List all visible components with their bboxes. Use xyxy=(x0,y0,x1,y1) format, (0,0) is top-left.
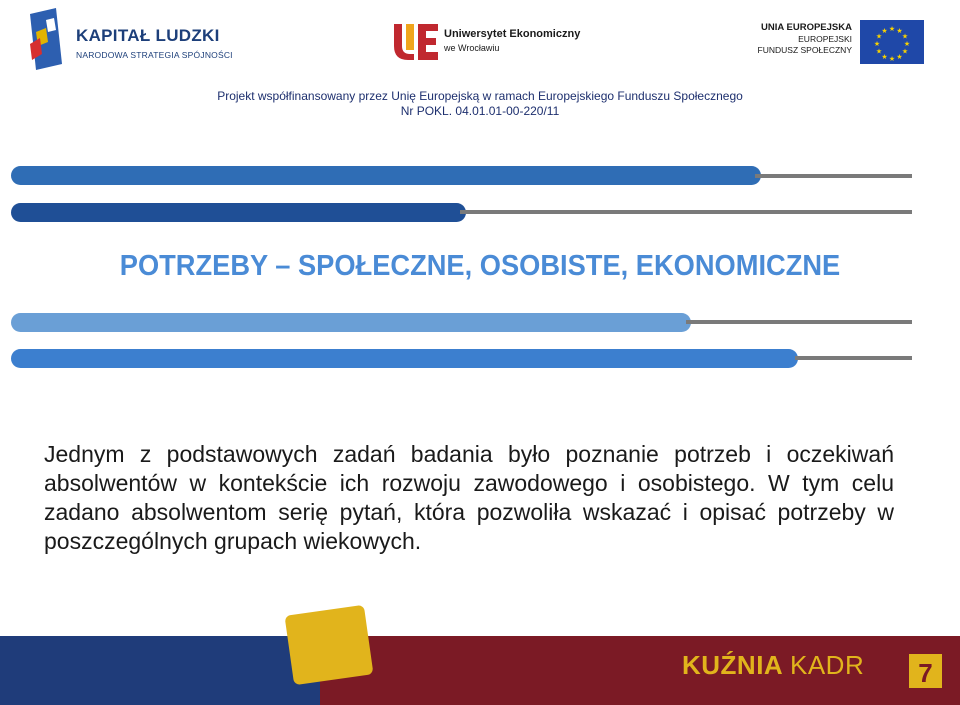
svg-text:★: ★ xyxy=(875,32,883,41)
svg-text:★: ★ xyxy=(873,40,881,48)
eu-line3: FUNDUSZ SPOŁECZNY xyxy=(757,45,852,55)
brand-light: KADR xyxy=(789,650,865,680)
decorative-bar xyxy=(11,349,798,368)
decorative-bar xyxy=(11,313,691,332)
project-number: Nr POKL. 04.01.01-00-220/11 xyxy=(400,104,560,118)
eu-text xyxy=(758,22,852,56)
svg-text:★: ★ xyxy=(896,53,903,61)
eu-line2: EUROPEJSKI xyxy=(798,34,852,44)
decorative-line xyxy=(795,356,912,360)
svg-text:★: ★ xyxy=(903,40,911,48)
eu-line1: UNIA EUROPEJSKA xyxy=(761,22,852,33)
decorative-line xyxy=(755,174,912,178)
kapital-ludzki-subtitle: NARODOWA STRATEGIA SPÓJNOŚCI xyxy=(76,50,233,60)
page-number: 7 xyxy=(909,654,942,688)
university-logo xyxy=(392,20,582,62)
university-city: we Wrocławiu xyxy=(444,43,500,53)
svg-text:★: ★ xyxy=(875,47,883,56)
svg-text:★: ★ xyxy=(881,53,888,61)
svg-text:★: ★ xyxy=(888,25,896,33)
brand-bold: KUŹNIA xyxy=(682,650,783,680)
decorative-bar xyxy=(11,166,761,185)
decorative-bar xyxy=(11,203,466,222)
kapital-ludzki-title: KAPITAŁ LUDZKI xyxy=(76,26,220,45)
slide-title: POTRZEBY – SPOŁECZNE, OSOBISTE, EKONOMICZNE xyxy=(119,250,841,282)
decorative-line xyxy=(460,210,912,214)
svg-text:★: ★ xyxy=(901,32,909,41)
svg-text:★: ★ xyxy=(881,27,888,35)
ue-emblem-icon xyxy=(392,20,440,62)
kapital-ludzki-logo xyxy=(26,8,236,70)
eu-flag-icon xyxy=(860,20,924,64)
slide-body-text: Jednym z podstawowych zadań badania było poznanie potrzeb i oczekiwań absolwentów w kontekście ich rozwoju zawodowego i osobistego. W tym celu zadano absolwentom serię pytań, która pozwoliła wskazać i opisać potrzeby w poszczególnych grupach wiekowych. xyxy=(44,441,894,554)
eu-logo xyxy=(757,18,930,66)
svg-text:★: ★ xyxy=(888,55,896,63)
kuznia-kadr-brand xyxy=(682,650,864,681)
svg-text:★: ★ xyxy=(896,27,903,35)
cofinance-statement: Projekt współfinansowany przez Unię Europejską w ramach Europejskiego Funduszu Społecznego xyxy=(217,89,743,103)
decorative-line xyxy=(686,320,912,324)
footer-blue-band xyxy=(0,636,320,705)
university-name: Uniwersytet Ekonomiczny xyxy=(444,28,581,40)
svg-text:★: ★ xyxy=(901,47,909,56)
footer-yellow-card xyxy=(285,605,374,685)
kapital-ludzki-emblem-icon xyxy=(26,8,66,70)
